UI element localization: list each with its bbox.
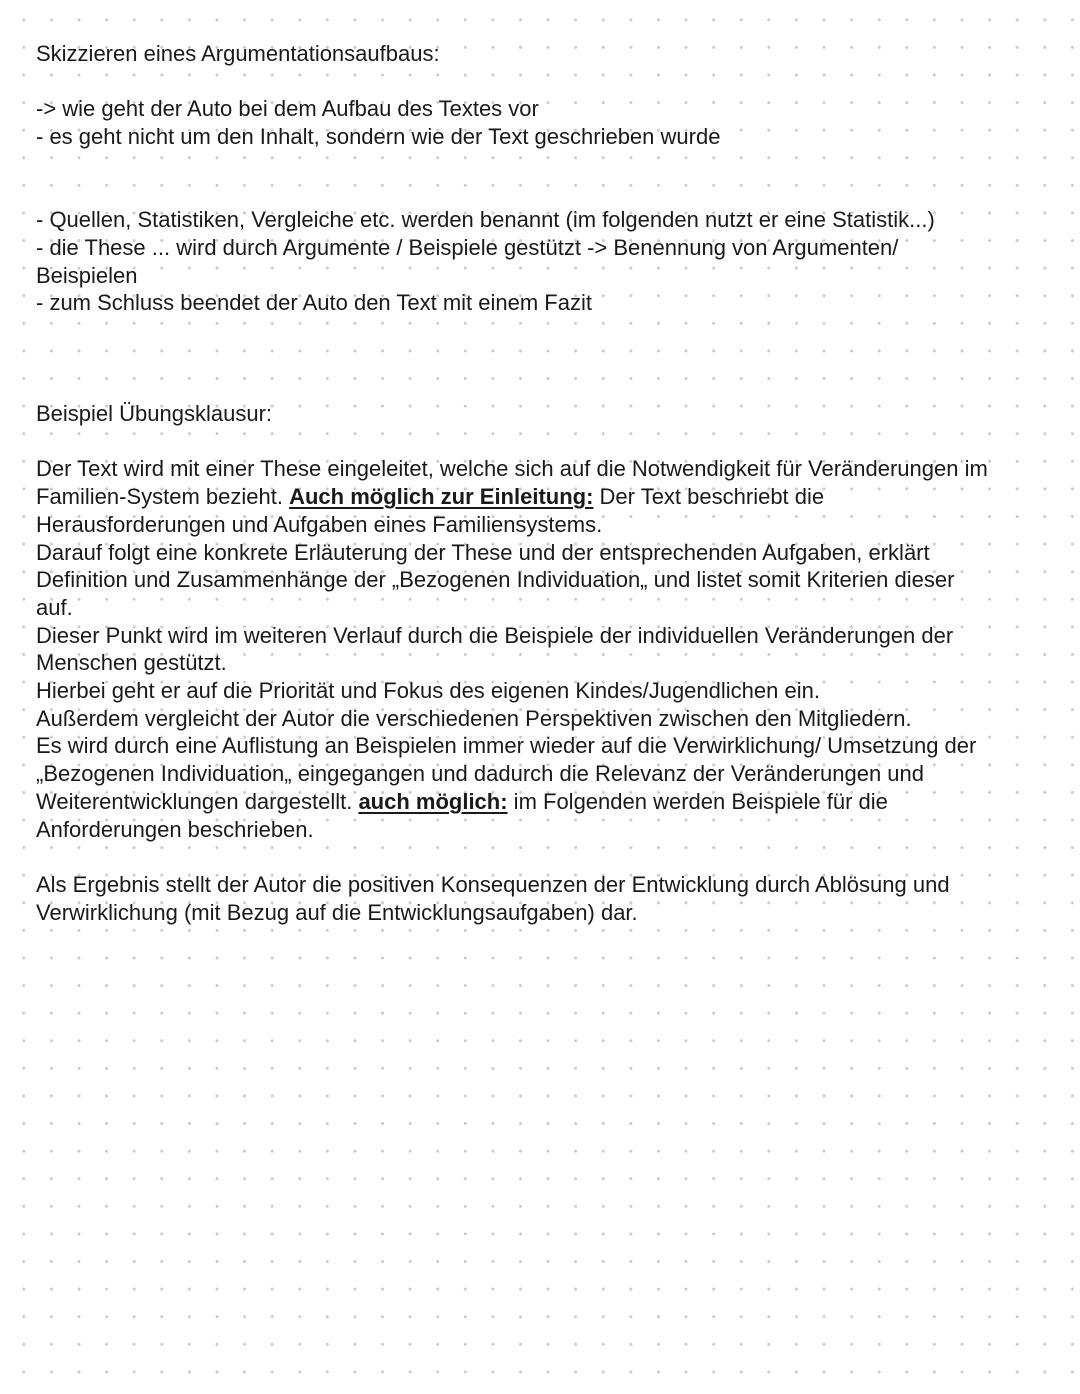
spacer <box>36 178 1066 206</box>
paragraph-line: Herausforderungen und Aufgaben eines Familiensystems. <box>36 511 603 537</box>
paragraph-line <box>36 483 1066 511</box>
text-run: im Folgenden werden Beispiele für die <box>507 788 888 814</box>
spacer <box>36 68 1066 96</box>
spacer <box>36 843 1066 871</box>
paragraph-line <box>36 788 1066 816</box>
paragraph-line: auf. <box>36 594 73 620</box>
emphasis-also-possible: auch möglich: <box>358 788 508 814</box>
spacer <box>36 151 1066 179</box>
spacer <box>36 317 1066 345</box>
text-run: Weiterentwicklungen dargestellt. <box>36 788 359 814</box>
section-heading-argumentation: Skizzieren eines Argumentationsaufbaus: <box>36 41 440 66</box>
paragraph-line: Es wird durch eine Auflistung an Beispielen immer wieder auf die Verwirklichung/ Umsetzung der <box>36 733 977 759</box>
note-line: - es geht nicht um den Inhalt, sondern wie der Text geschrieben wurde <box>36 124 721 150</box>
spacer <box>36 372 1066 400</box>
note-page <box>36 40 1066 926</box>
paragraph-line: Menschen gestützt. <box>36 650 227 676</box>
section-heading-example-exam: Beispiel Übungsklausur: <box>36 401 273 427</box>
paragraph-line: Außerdem vergleicht der Autor die verschiedenen Perspektiven zwischen den Mitgliedern. <box>36 705 912 731</box>
note-line: -> wie geht der Auto bei dem Aufbau des Textes vor <box>36 96 539 122</box>
paragraph-line: Als Ergebnis stellt der Autor die positiven Konsequenzen der Entwicklung durch Ablösung und <box>36 871 950 897</box>
paragraph-line: Anforderungen beschrieben. <box>36 816 314 842</box>
spacer <box>36 428 1066 456</box>
note-line: - zum Schluss beendet der Auto den Text mit einem Fazit <box>36 290 592 316</box>
paragraph-line: Hierbei geht er auf die Priorität und Fokus des eigenen Kindes/Jugendlichen ein. <box>36 678 820 704</box>
note-line: Beispielen <box>36 262 138 288</box>
paragraph-line: „Bezogenen Individuation„ eingegangen und dadurch die Relevanz der Veränderungen und <box>36 761 925 787</box>
paragraph-line: Darauf folgt eine konkrete Erläuterung der These und der entsprechenden Aufgaben, erklärt <box>36 539 930 565</box>
paragraph-line: Definition und Zusammenhänge der „Bezogenen Individuation„ und listet somit Kriterien dieser <box>36 567 955 593</box>
paragraph-line: Der Text wird mit einer These eingeleitet, welche sich auf die Notwendigkeit für Veränderungen im <box>36 456 988 482</box>
text-run: Der Text beschriebt die <box>593 484 825 510</box>
paragraph-line: Verwirklichung (mit Bezug auf die Entwicklungsaufgaben) dar. <box>36 899 638 925</box>
paragraph-line: Dieser Punkt wird im weiteren Verlauf durch die Beispiele der individuellen Veränderungen der <box>36 622 954 648</box>
note-line: - Quellen, Statistiken, Vergleiche etc. werden benannt (im folgenden nutzt er eine Statistik...) <box>36 207 935 233</box>
text-run: Familien-System bezieht. <box>36 484 290 510</box>
spacer <box>36 345 1066 373</box>
note-line: - die These ... wird durch Argumente / Beispiele gestützt -> Benennung von Argumenten/ <box>36 234 899 260</box>
emphasis-alternative-intro: Auch möglich zur Einleitung: <box>289 484 594 510</box>
